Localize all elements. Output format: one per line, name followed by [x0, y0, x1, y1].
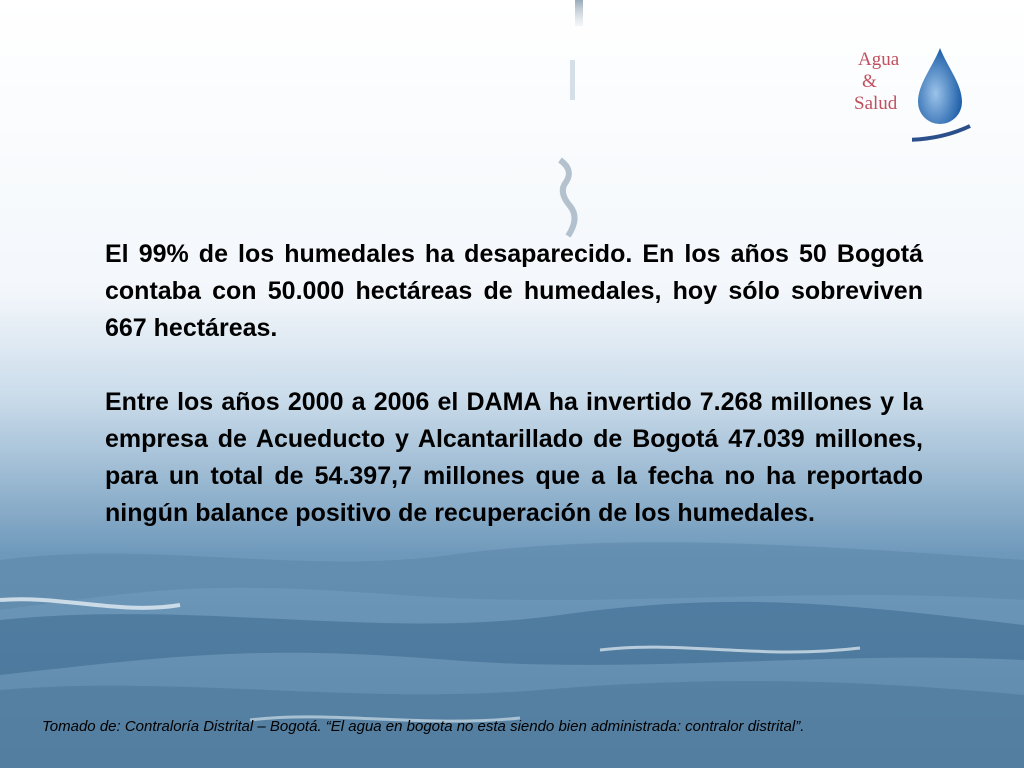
source-citation: Tomado de: Contraloría Distrital – Bogotá. “El agua en bogota no esta siendo bien administrada: contralor distrital”.: [42, 718, 805, 735]
logo-ampersand: &: [862, 71, 877, 92]
logo-word-salud: Salud: [854, 93, 898, 114]
paragraph-investment: Entre los años 2000 a 2006 el DAMA ha invertido 7.268 millones y la empresa de Acueducto y Alcantarillado de Bogotá 47.039 millones, para un total de 54.397,7 millones que a la fecha no ha reportado ningún balance positivo de recuperación de los humedales.: [105, 388, 923, 527]
main-text: [105, 236, 923, 532]
paragraph-wetlands: El 99% de los humedales ha desaparecido. En los años 50 Bogotá contaba con 50.000 hectáreas de humedales, hoy sólo sobreviven 667 hectáreas.: [105, 240, 923, 342]
logo-word-agua: Agua: [858, 49, 900, 70]
water-drop-icon: [912, 46, 972, 142]
agua-salud-logo: [842, 40, 974, 146]
